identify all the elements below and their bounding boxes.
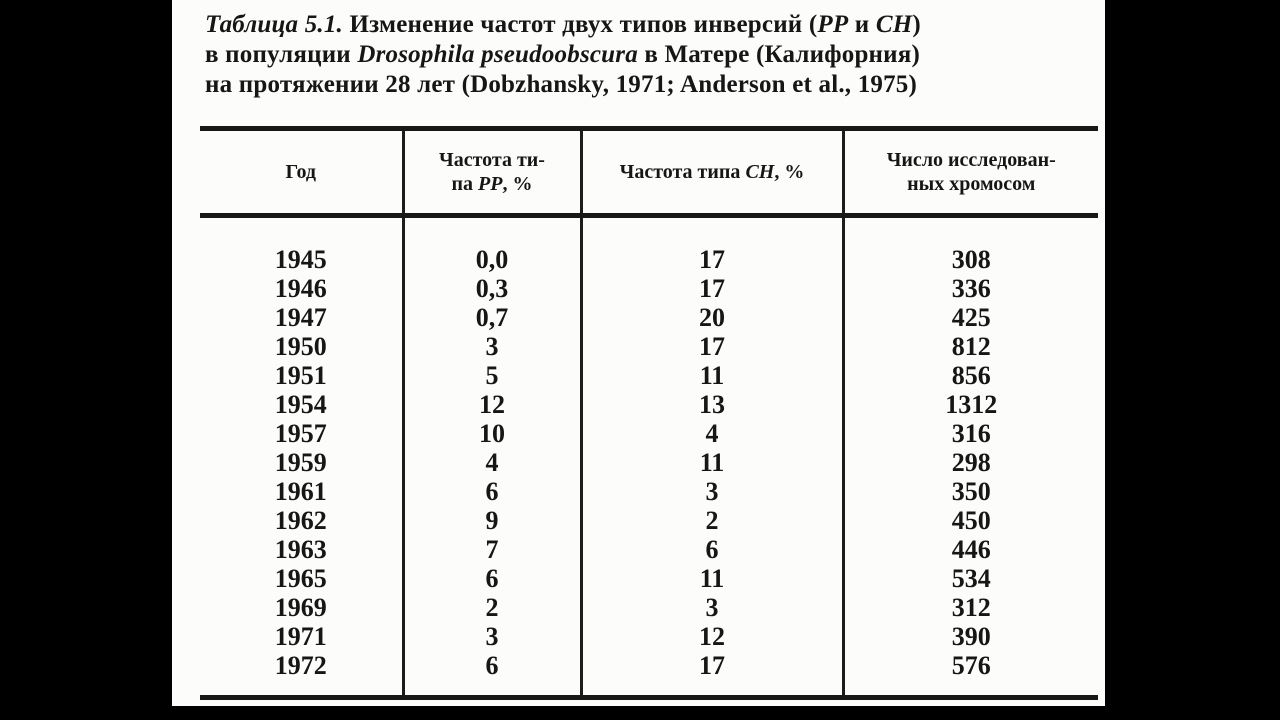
table-cell: 6 [581,535,843,564]
table-cell: 1962 [274,506,327,535]
table-cell: 17 [581,651,843,698]
table-cell: 17 [581,332,843,361]
caption-line2-pre: в популяции [205,41,358,68]
table-row [200,332,1098,361]
table-cell: 446 [843,535,1098,564]
table-cell: 13 [581,390,843,419]
caption-table-number: Таблица 5.1. [205,11,344,38]
table-cell: 11 [581,564,843,593]
table-row [200,564,1098,593]
table-caption [205,10,1083,100]
letterbox-bottom-bar [0,706,1280,720]
table-cell: 5 [403,361,581,390]
table-cell: 1954 [274,390,327,419]
table-row [200,477,1098,506]
table-cell: 1959 [274,448,327,477]
table-cell: 10 [403,419,581,448]
table-row [200,361,1098,390]
header-n-line1: Число исследован- [886,149,1056,171]
caption-text-1: Изменение частот двух типов инверсий ( [343,11,818,38]
table-cell: 12 [581,622,843,651]
table-cell: 4 [403,448,581,477]
table-cell: 812 [843,332,1098,361]
table-cell: 1972 [274,651,327,680]
caption-line2-post: в Матере (Калифорния) [637,41,921,68]
table-cell: 1945 [274,245,327,274]
table-cell: 6 [403,477,581,506]
header-n-line2: ных хромосом [907,173,1036,195]
table-row [200,651,1098,698]
caption-text-3: ) [912,11,921,38]
table-row [200,303,1098,332]
table-cell: 298 [843,448,1098,477]
table-cell: 0,0 [403,216,581,275]
table-cell: 0,7 [403,303,581,332]
table-cell: 1965 [274,564,327,593]
table-row [200,390,1098,419]
table-cell: 534 [843,564,1098,593]
table-cell: 450 [843,506,1098,535]
table-header [200,129,1098,216]
table-cell: 1951 [274,361,327,390]
table-cell: 2 [581,506,843,535]
table-cell: 20 [581,303,843,332]
table-cell: 3 [403,622,581,651]
data-table [200,126,1098,700]
header-pp-type: PP [478,173,503,195]
table-cell: 11 [581,361,843,390]
table-row [200,419,1098,448]
table-cell: 576 [843,651,1098,698]
table-cell: 1947 [274,303,327,332]
table-cell: 1963 [274,535,327,564]
table-cell: 312 [843,593,1098,622]
table-cell: 17 [581,274,843,303]
header-pp-line2-post: , % [502,173,533,195]
table-cell: 1957 [274,419,327,448]
table-cell: 0,3 [403,274,581,303]
table-cell: 9 [403,506,581,535]
table-cell: 350 [843,477,1098,506]
table-row [200,535,1098,564]
table-cell: 390 [843,622,1098,651]
header-pp-line1: Частота ти- [439,149,545,171]
table-cell: 1946 [274,274,327,303]
table-cell: 316 [843,419,1098,448]
header-ch-type: CH [745,161,775,183]
table-cell: 6 [403,651,581,698]
table-cell: 6 [403,564,581,593]
table-cell: 308 [843,216,1098,275]
table-cell: 1969 [274,593,327,622]
table-row [200,593,1098,622]
table-cell: 4 [581,419,843,448]
table-row [200,448,1098,477]
header-year [200,129,403,216]
table-cell: 1961 [274,477,327,506]
table-row [200,274,1098,303]
caption-inversion-pp: PP [817,11,849,38]
header-ch-pre: Частота типа [619,161,746,183]
table-row [200,622,1098,651]
table-cell: 3 [581,477,843,506]
caption-inversion-ch: CH [875,11,913,38]
table-cell: 12 [403,390,581,419]
header-year-label: Год [285,161,316,183]
header-pp-frequency [403,129,581,216]
book-page [172,0,1105,706]
header-chromosome-count [843,129,1098,216]
table-cell: 17 [581,216,843,275]
table-cell: 856 [843,361,1098,390]
table-cell: 2 [403,593,581,622]
caption-text-2: и [848,11,876,38]
table-cell: 1312 [843,390,1098,419]
table-cell: 7 [403,535,581,564]
table-cell: 336 [843,274,1098,303]
table-row [200,216,1098,275]
header-ch-frequency [581,129,843,216]
table-cell: 11 [581,448,843,477]
table-body [200,216,1098,698]
caption-line3: на протяжении 28 лет (Dobzhansky, 1971; Anderson et al., 1975) [205,71,918,98]
header-ch-post: , % [774,161,805,183]
table-cell: 1950 [274,332,327,361]
table-cell: 1971 [274,622,327,651]
table-cell: 425 [843,303,1098,332]
table-cell: 3 [403,332,581,361]
table-cell: 3 [581,593,843,622]
caption-species-name: Drosophila pseudoobscura [357,41,638,68]
table-row [200,506,1098,535]
header-pp-line2-pre: па [451,173,479,195]
table-header-row [200,129,1098,216]
